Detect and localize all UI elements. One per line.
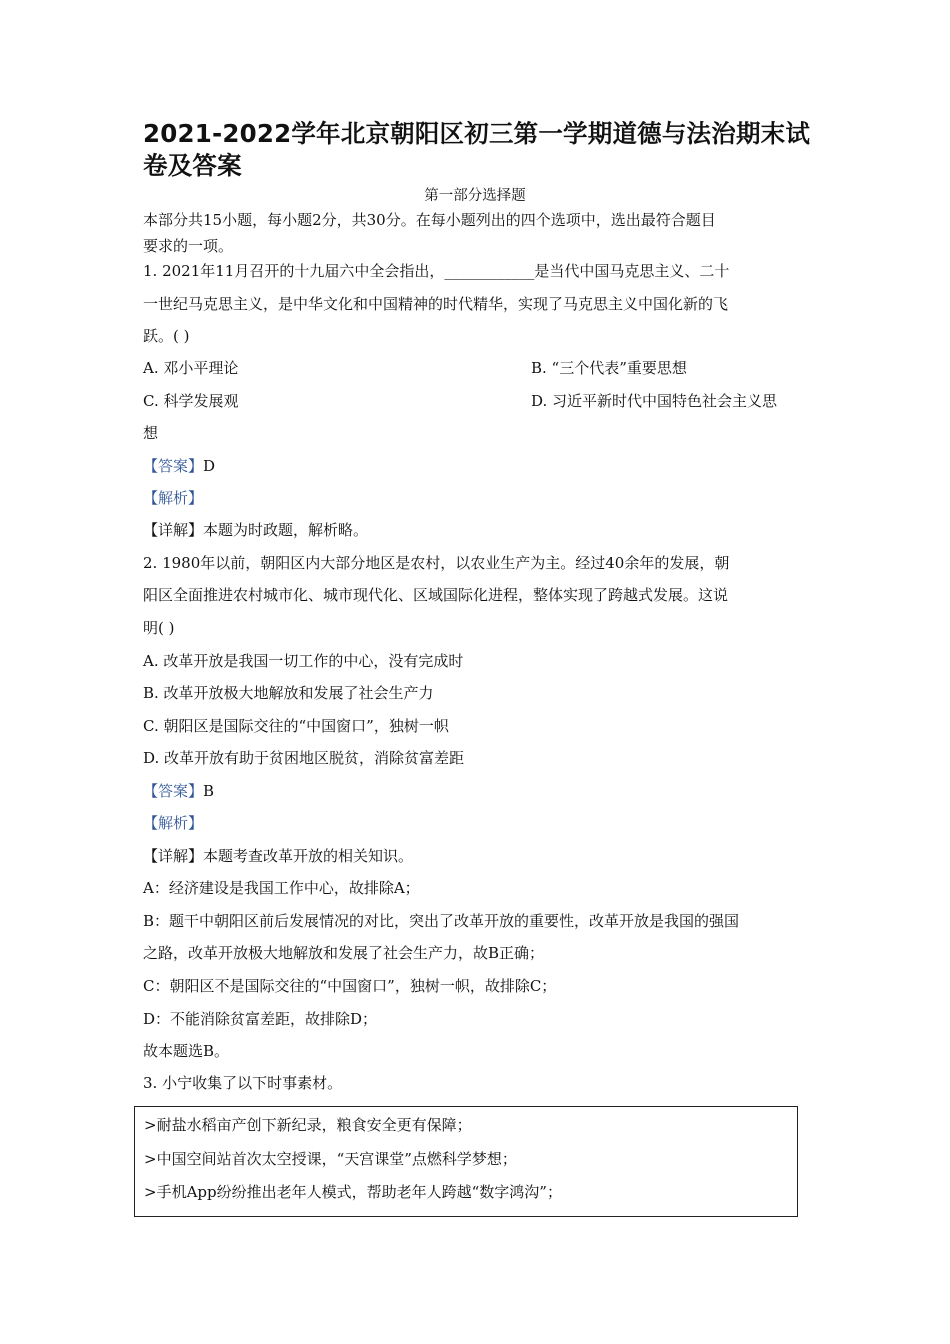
- question-1-option-b: B. “三个代表”重要思想: [531, 359, 687, 377]
- question-2-stem: 2. 1980年以前，朝阳区内大部分地区是农村，以农业生产为主。经过40余年的发展，朝: [143, 554, 730, 572]
- question-2-explanation-a: A：经济建设是我国工作中心，故排除A；: [143, 879, 420, 897]
- question-1-stem: 1. 2021年11月召开的十九届六中全会指出，____________是当代中国马克思主义、二十: [143, 262, 730, 280]
- question-2-explanation-b: B：题干中朝阳区前后发展情况的对比，突出了改革开放的重要性，改革开放是我国的强国: [143, 912, 740, 930]
- question-3-stem: 3. 小宁收集了以下时事素材。: [143, 1074, 343, 1092]
- answer-tag: 【答案】: [143, 782, 204, 800]
- material-item: >耐盐水稻亩产创下新纪录，粮食安全更有保障；: [144, 1116, 472, 1134]
- question-1-analysis-tag: 【解析】: [143, 489, 204, 507]
- question-1-option-d-continued: 想: [143, 424, 159, 442]
- question-1-option-c: C. 科学发展观: [143, 392, 239, 410]
- question-2-explanation-c: C：朝阳区不是国际交往的“中国窗口”，独树一帜，故排除C；: [143, 977, 557, 995]
- answer-value: B: [203, 782, 215, 800]
- section-title: 第一部分选择题: [424, 188, 526, 204]
- question-2-analysis-tag: 【解析】: [143, 814, 204, 832]
- question-2-stem: 明( ): [143, 619, 175, 637]
- intro-text: 本部分共15小题，每小题2分，共30分。在每小题列出的四个选项中，选出最符合题目: [143, 211, 716, 229]
- question-2-detail: 【详解】本题考查改革开放的相关知识。: [143, 847, 414, 865]
- question-2-conclusion: 故本题选B。: [143, 1042, 230, 1060]
- question-1-stem: 一世纪马克思主义，是中华文化和中国精神的时代精华，实现了马克思主义中国化新的飞: [143, 295, 729, 313]
- question-1-detail: 【详解】本题为时政题，解析略。: [143, 521, 369, 539]
- material-box: [134, 1106, 798, 1217]
- material-item: >中国空间站首次太空授课，“天宫课堂”点燃科学梦想；: [144, 1150, 517, 1168]
- question-2-option-c: C. 朝阳区是国际交往的“中国窗口”，独树一帜: [143, 717, 449, 735]
- question-2-explanation-d: D：不能消除贫富差距，故排除D；: [143, 1010, 378, 1028]
- answer-value: D: [203, 457, 216, 475]
- question-1-answer: [143, 456, 215, 476]
- question-1-stem: 跃。( ): [143, 327, 190, 345]
- question-2-explanation-b: 之路，改革开放极大地解放和发展了社会生产力，故B正确；: [143, 944, 545, 962]
- question-2-stem: 阳区全面推进农村城市化、城市现代化、区域国际化进程，整体实现了跨越式发展。这说: [143, 586, 729, 604]
- intro-text: 要求的一项。: [143, 237, 234, 255]
- material-item: >手机App纷纷推出老年人模式，帮助老年人跨越“数字鸿沟”；: [144, 1183, 562, 1201]
- question-1-option-a: A. 邓小平理论: [143, 359, 239, 377]
- question-1-option-d: D. 习近平新时代中国特色社会主义思: [531, 392, 778, 410]
- question-2-option-b: B. 改革开放极大地解放和发展了社会生产力: [143, 684, 434, 702]
- question-2-option-d: D. 改革开放有助于贫困地区脱贫，消除贫富差距: [143, 749, 465, 767]
- question-2-answer: [143, 781, 214, 801]
- document-title: 2021-2022学年北京朝阳区初三第一学期道德与法治期末试卷及答案: [143, 119, 811, 180]
- answer-tag: 【答案】: [143, 457, 204, 475]
- question-2-option-a: A. 改革开放是我国一切工作的中心，没有完成时: [143, 652, 464, 670]
